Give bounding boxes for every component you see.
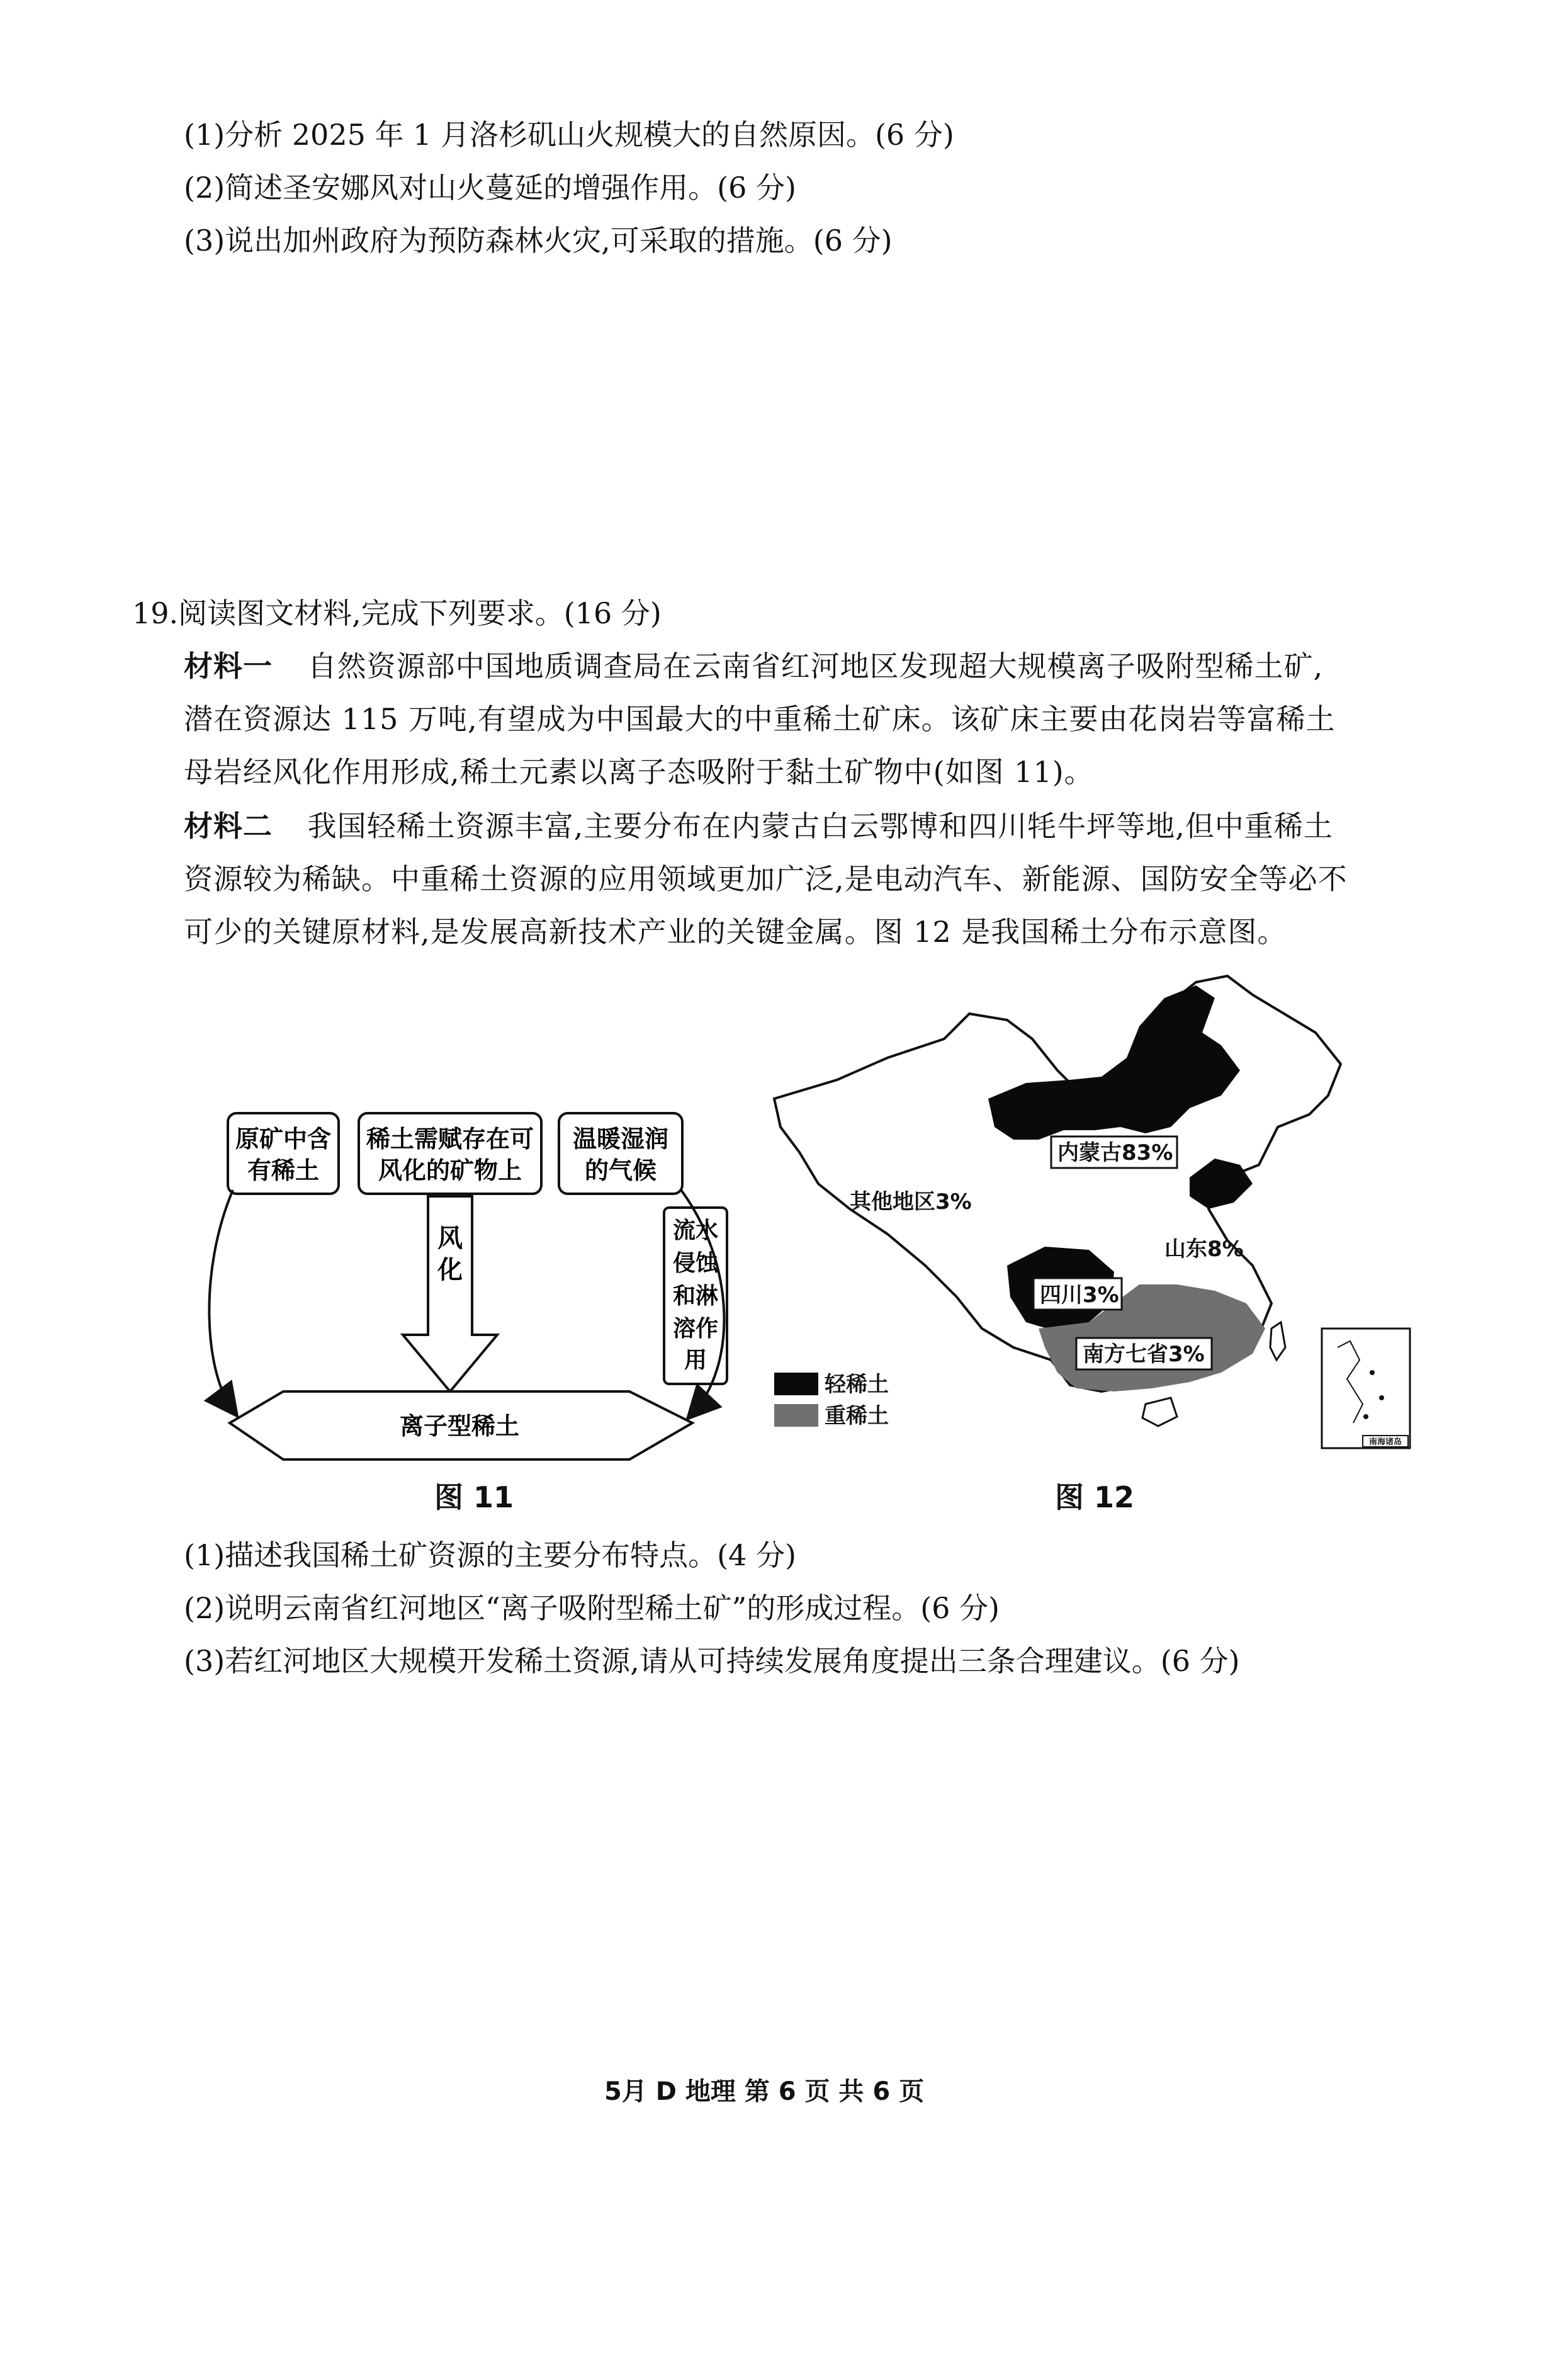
box1-line2: 有稀土 bbox=[247, 1157, 320, 1184]
side-line3: 和淋 bbox=[672, 1283, 719, 1309]
box3-line1: 温暖湿润 bbox=[572, 1125, 669, 1153]
figure-12-caption: 图 12 bbox=[1055, 1480, 1135, 1514]
material-2-label: 材料二 bbox=[184, 809, 273, 843]
box1-line1: 原矿中含 bbox=[235, 1125, 332, 1153]
box2-line1: 稀土需赋存在可 bbox=[366, 1125, 534, 1153]
side-line2: 侵蚀 bbox=[672, 1250, 719, 1276]
inset-island bbox=[1363, 1414, 1368, 1419]
legend-heavy: 重稀土 bbox=[825, 1403, 889, 1429]
q19-heading: 19.阅读图文材料,完成下列要求。(16 分) bbox=[132, 596, 662, 630]
figure-12-map bbox=[762, 970, 1423, 1473]
bottom-label: 离子型稀土 bbox=[399, 1412, 520, 1440]
q18-sub3: (3)说出加州政府为预防森林火灾,可采取的措施。(6 分) bbox=[184, 224, 893, 258]
material-1-line-1 bbox=[184, 643, 1323, 685]
q19-sub2: (2)说明云南省红河地区“离子吸附型稀土矿”的形成过程。(6 分) bbox=[184, 1591, 1000, 1625]
figure-11-caption: 图 11 bbox=[434, 1480, 514, 1514]
legend-light: 轻稀土 bbox=[825, 1372, 889, 1397]
q18-sub2: (2)简述圣安娜风对山火蔓延的增强作用。(6 分) bbox=[184, 171, 796, 205]
material-1-text-1: 自然资源部中国地质调查局在云南省红河地区发现超大规模离子吸附型稀土矿, bbox=[307, 649, 1324, 683]
material-1-line-3: 母岩经风化作用形成,稀土元素以离子态吸附于黏土矿物中(如图 11)。 bbox=[184, 755, 1094, 789]
inset-label: 南海诸岛 bbox=[1368, 1437, 1402, 1447]
material-2-text-1: 我国轻稀土资源丰富,主要分布在内蒙古白云鄂博和四川牦牛坪等地,但中重稀土 bbox=[307, 809, 1333, 843]
taiwan-island bbox=[1270, 1322, 1285, 1360]
side-line5: 用 bbox=[684, 1347, 707, 1373]
material-2-line-2: 资源较为稀缺。中重稀土资源的应用领域更加广泛,是电动汽车、新能源、国防安全等必不 bbox=[184, 862, 1348, 896]
q18-sub1: (1)分析 2025 年 1 月洛杉矶山火规模大的自然原因。(6 分) bbox=[184, 118, 954, 152]
material-2-line-1 bbox=[184, 803, 1333, 845]
label-shandong: 山东8% bbox=[1164, 1237, 1244, 1262]
south-sea-inset bbox=[1322, 1329, 1410, 1448]
legend-swatch-light bbox=[774, 1373, 818, 1395]
q19-sub1: (1)描述我国稀土矿资源的主要分布特点。(4 分) bbox=[184, 1538, 796, 1572]
inset-island bbox=[1370, 1370, 1375, 1375]
page-footer: 5月 D 地理 第 6 页 共 6 页 bbox=[604, 2077, 925, 2106]
inset-island bbox=[1379, 1395, 1384, 1400]
side-line4: 溶作 bbox=[672, 1316, 719, 1342]
material-1-label: 材料一 bbox=[184, 649, 273, 683]
left-curved-arrow bbox=[209, 1190, 233, 1410]
legend-swatch-heavy bbox=[774, 1404, 818, 1427]
weathering-char-2: 化 bbox=[437, 1255, 463, 1284]
label-neimenggu: 内蒙古83% bbox=[1057, 1140, 1173, 1165]
material-2-line-3: 可少的关键原材料,是发展高新技术产业的关键金属。图 12 是我国稀土分布示意图。 bbox=[184, 915, 1287, 949]
box3-line2: 的气候 bbox=[584, 1157, 657, 1184]
label-south-seven: 南方七省3% bbox=[1083, 1342, 1205, 1367]
box2-line2: 风化的矿物上 bbox=[378, 1157, 522, 1184]
weathering-char-1: 风 bbox=[437, 1224, 463, 1253]
q19-sub3: (3)若红河地区大规模开发稀土资源,请从可持续发展角度提出三条合理建议。(6 分) bbox=[184, 1644, 1240, 1678]
label-other: 其他地区3% bbox=[850, 1189, 972, 1215]
side-line1: 流水 bbox=[672, 1218, 719, 1244]
label-sichuan: 四川3% bbox=[1040, 1283, 1119, 1308]
figure-11-diagram bbox=[195, 1096, 749, 1480]
hainan-island bbox=[1142, 1398, 1177, 1426]
material-1-line-2: 潜在资源达 115 万吨,有望成为中国最大的中重稀土矿床。该矿床主要由花岗岩等富稀土 bbox=[184, 702, 1336, 736]
